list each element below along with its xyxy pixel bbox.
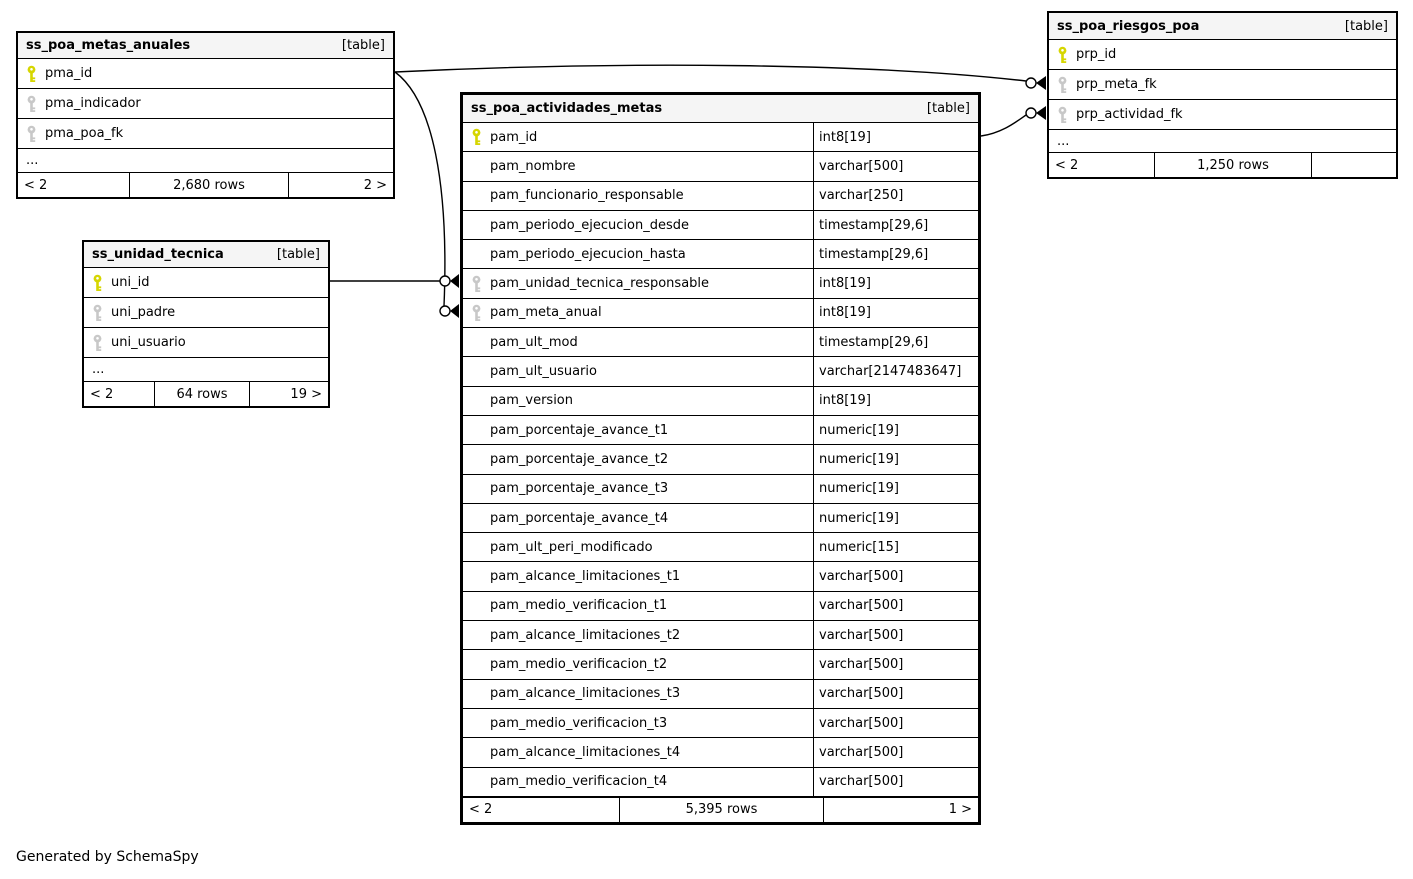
primary-key-icon [92,274,103,292]
column-row [84,298,328,328]
column-name: prp_meta_fk [1076,77,1157,92]
more-columns-ellipsis: ... [84,358,328,382]
crowfoot-icon [450,304,459,318]
table-pager [463,797,978,822]
column-row [463,299,978,328]
column-type: varchar[500] [813,709,978,737]
primary-key-icon [26,65,37,83]
column-name: pam_alcance_limitaciones_t3 [490,686,681,702]
column-row [463,504,978,533]
column-name: pma_indicador [45,96,141,111]
column-row [1049,100,1396,130]
column-name: pam_porcentaje_avance_t4 [490,510,669,526]
pager-next: 19 > [290,386,322,402]
column-row [463,182,978,211]
pager-next: 1 > [948,802,972,818]
table-pager [18,173,393,197]
column-row [1049,40,1396,70]
column-row [463,211,978,240]
column-type: numeric[19] [813,504,978,532]
column-name: pam_periodo_ejecucion_hasta [490,246,686,262]
column-type: varchar[500] [813,592,978,620]
table-header [1049,13,1396,40]
column-type: int8[19] [813,269,978,297]
table-type-badge: [table] [926,101,970,116]
column-name: pam_unidad_tecnica_responsable [490,276,710,292]
table-type-badge: [table] [1344,18,1388,34]
table-name[interactable]: ss_poa_metas_anuales [26,38,191,53]
column-type: int8[19] [813,387,978,415]
column-row [463,680,978,709]
foreign-key-icon [92,304,103,322]
column-name: prp_actividad_fk [1076,107,1183,122]
column-type: numeric[19] [813,475,978,503]
zero-circle [1026,78,1036,88]
column-type: timestamp[29,6] [813,328,978,356]
column-row [463,709,978,738]
table-header [18,33,393,59]
column-row [463,621,978,650]
column-name: pam_medio_verificacion_t3 [490,715,668,731]
pager-prev: < 2 [24,177,48,193]
crowfoot-icon [450,274,459,288]
foreign-key-icon [1057,106,1068,124]
column-name: pam_ult_mod [490,334,578,350]
column-name: uni_padre [111,305,176,320]
foreign-key-icon [1057,76,1068,94]
column-row [84,328,328,358]
connector-metas-to-riesgos [395,65,1026,81]
column-name: pam_porcentaje_avance_t3 [490,481,669,497]
column-row [463,416,978,445]
column-type: varchar[250] [813,182,978,210]
column-type: numeric[15] [813,533,978,561]
column-name: pam_periodo_ejecucion_desde [490,217,689,233]
foreign-key-icon [471,275,482,293]
table-name[interactable]: ss_poa_riesgos_poa [1057,18,1200,34]
column-row [18,89,393,119]
column-row [463,240,978,269]
column-name: uni_usuario [111,335,186,350]
column-type: numeric[19] [813,445,978,473]
column-type: varchar[2147483647] [813,357,978,385]
column-name: pam_medio_verificacion_t4 [490,774,668,790]
column-type: varchar[500] [813,650,978,678]
table-ss-poa-actividades-metas [460,92,981,825]
column-row [463,562,978,591]
column-row [463,768,978,797]
column-type: timestamp[29,6] [813,240,978,268]
column-row [463,738,978,767]
column-row [463,592,978,621]
table-type-badge: [table] [276,247,320,262]
column-row [18,119,393,149]
column-row [463,475,978,504]
generated-by-note: Generated by SchemaSpy [16,849,199,865]
column-name: pam_nombre [490,158,576,174]
column-name: pma_poa_fk [45,126,124,141]
table-ss-poa-riesgos-poa [1047,11,1398,179]
column-row [463,269,978,298]
column-name: pam_medio_verificacion_t1 [490,598,668,614]
column-row [463,650,978,679]
column-row [18,59,393,89]
column-name: pma_id [45,66,93,81]
zero-circle [440,306,450,316]
foreign-key-icon [26,125,37,143]
table-ss-unidad-tecnica [82,240,330,408]
connector-metas-to-actividades [395,72,445,306]
crowfoot-icon [1036,106,1046,120]
column-row [84,268,328,298]
column-row [463,357,978,386]
foreign-key-icon [471,304,482,322]
connector-actividades-to-riesgos [981,115,1026,136]
foreign-key-icon [92,334,103,352]
zero-circle [440,276,450,286]
row-count: 2,680 rows [129,173,289,197]
column-row [1049,70,1396,100]
table-name[interactable]: ss_unidad_tecnica [92,247,224,262]
primary-key-icon [471,128,482,146]
row-count: 64 rows [154,382,250,406]
column-name: pam_ult_peri_modificado [490,539,653,555]
column-name: prp_id [1076,47,1117,62]
column-type: varchar[500] [813,562,978,590]
column-name: pam_alcance_limitaciones_t1 [490,569,681,585]
foreign-key-icon [26,95,37,113]
column-name: pam_id [490,129,538,145]
column-name: pam_porcentaje_avance_t2 [490,451,669,467]
more-columns-ellipsis: ... [18,149,393,173]
pager-prev: < 2 [1055,157,1079,173]
pager-next [1312,153,1396,177]
row-count: 5,395 rows [619,798,824,822]
pager-prev: < 2 [469,802,493,818]
table-type-badge: [table] [341,38,385,53]
table-header [84,242,328,268]
primary-key-icon [1057,46,1068,64]
column-row [463,328,978,357]
row-count: 1,250 rows [1154,153,1312,177]
column-name: pam_alcance_limitaciones_t4 [490,744,681,760]
column-row [463,445,978,474]
column-name: pam_version [490,393,573,409]
column-row [463,123,978,152]
pager-next: 2 > [363,177,387,193]
column-name: pam_meta_anual [490,305,602,321]
column-row [463,387,978,416]
column-type: varchar[500] [813,152,978,180]
column-type: numeric[19] [813,416,978,444]
column-row [463,533,978,562]
table-header [463,95,978,123]
column-name: pam_ult_usuario [490,364,597,380]
more-columns-ellipsis: ... [1049,130,1396,153]
table-pager [1049,153,1396,177]
column-name: pam_alcance_limitaciones_t2 [490,627,681,643]
column-type: varchar[500] [813,738,978,766]
column-row [463,152,978,181]
column-name: uni_id [111,275,150,290]
column-type: int8[19] [813,299,978,327]
column-type: varchar[500] [813,768,978,796]
table-pager [84,382,328,406]
column-type: timestamp[29,6] [813,211,978,239]
crowfoot-icon [1036,76,1046,90]
column-type: varchar[500] [813,621,978,649]
table-ss-poa-metas-anuales [16,31,395,199]
column-name: pam_medio_verificacion_t2 [490,656,668,672]
column-name: pam_funcionario_responsable [490,188,684,204]
table-name[interactable]: ss_poa_actividades_metas [471,101,663,116]
column-name: pam_porcentaje_avance_t1 [490,422,669,438]
column-type: int8[19] [813,123,978,151]
zero-circle [1026,108,1036,118]
column-type: varchar[500] [813,680,978,708]
pager-prev: < 2 [90,386,114,402]
